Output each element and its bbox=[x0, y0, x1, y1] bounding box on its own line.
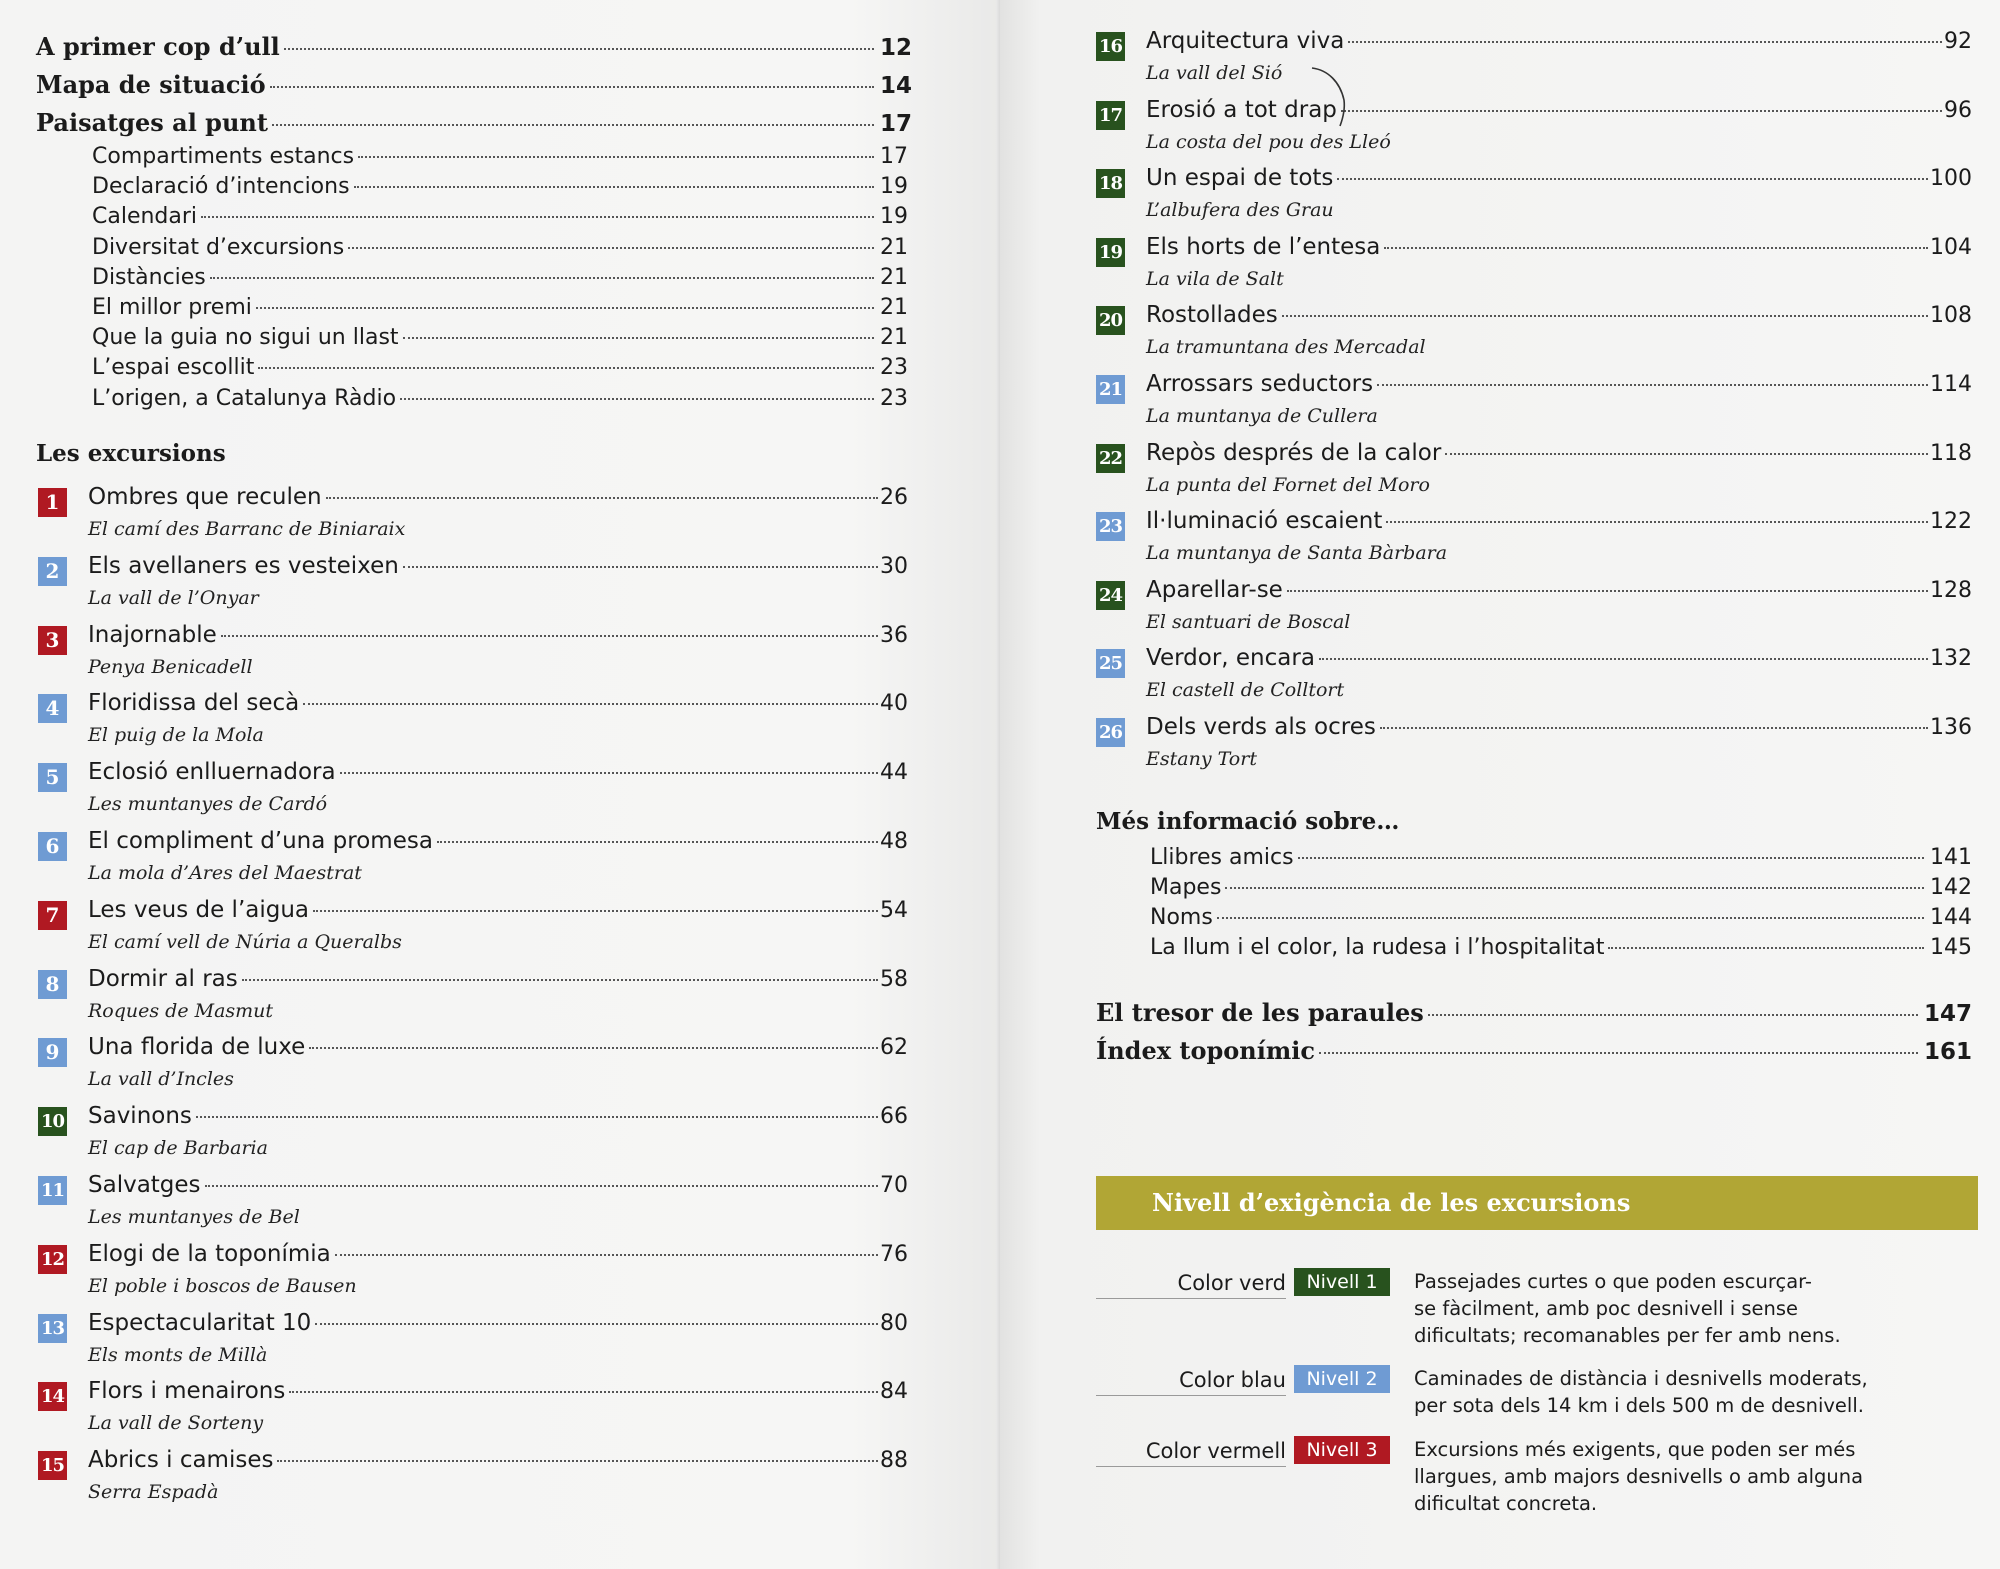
excursion-place: La vall d’Incles bbox=[88, 1068, 234, 1091]
excursion-number-badge: 22 bbox=[1096, 444, 1125, 473]
excursion-title-row bbox=[88, 1378, 908, 1404]
excursion-place: La muntanya de Cullera bbox=[1146, 405, 1378, 427]
excursion-title-row bbox=[88, 1103, 908, 1129]
excursion-place: El poble i boscos de Bausen bbox=[88, 1274, 357, 1297]
excursion-title: Repòs després de la calor bbox=[1146, 439, 1442, 466]
leader-dots bbox=[403, 337, 874, 339]
leader-dots bbox=[437, 841, 878, 843]
excursion-place: El santuari de Boscal bbox=[1146, 610, 1351, 633]
page-number: 145 bbox=[1930, 935, 1972, 960]
level-description-line: dificultats; recomanables per fer amb nens. bbox=[1414, 1324, 1841, 1347]
toc-title: Mapa de situació bbox=[36, 70, 266, 99]
excursion-title: Erosió a tot drap bbox=[1146, 96, 1337, 123]
excursion-number-badge: 11 bbox=[38, 1176, 67, 1205]
leader-dots bbox=[354, 186, 874, 188]
toc-subentry[interactable] bbox=[92, 265, 914, 290]
excursion-title-row bbox=[1146, 508, 1972, 534]
excursion-title: Dormir al ras bbox=[88, 965, 238, 992]
toc-title: L’espai escollit bbox=[92, 355, 255, 381]
excursion-number-badge: 15 bbox=[38, 1451, 67, 1480]
excursion-title: Ombres que reculen bbox=[88, 484, 322, 510]
page-number: 88 bbox=[880, 1448, 908, 1474]
excursion-number-badge: 20 bbox=[1096, 306, 1125, 335]
page-number: 26 bbox=[880, 485, 908, 510]
toc-title: Paisatges al punt bbox=[36, 108, 268, 137]
excursion-title: Espectacularitat 10 bbox=[88, 1309, 312, 1336]
toc-entry[interactable] bbox=[36, 32, 914, 61]
page-number: 23 bbox=[880, 385, 908, 411]
excursion-number-badge: 13 bbox=[38, 1314, 67, 1343]
excursion-number-badge: 17 bbox=[1096, 101, 1125, 130]
toc-entry[interactable] bbox=[1096, 998, 1972, 1027]
page-number: 100 bbox=[1930, 166, 1972, 192]
toc-subentry[interactable] bbox=[1150, 845, 1972, 870]
excursion-title-row bbox=[88, 828, 908, 854]
excursion-title: Els avellaners es vesteixen bbox=[88, 552, 399, 579]
leader-dots bbox=[205, 1185, 878, 1187]
level-description-line: dificultat concreta. bbox=[1414, 1492, 1598, 1515]
page-number: 21 bbox=[880, 264, 908, 290]
page-number: 122 bbox=[1930, 509, 1972, 535]
excursion-entry[interactable] bbox=[38, 484, 908, 544]
excursion-number-badge: 7 bbox=[38, 901, 67, 930]
excursion-title: Floridissa del secà bbox=[88, 690, 300, 717]
excursion-entry[interactable] bbox=[38, 1378, 908, 1438]
leader-dots bbox=[1282, 315, 1928, 317]
page-number: 132 bbox=[1930, 646, 1972, 672]
leader-dots bbox=[400, 398, 874, 400]
excursion-entry[interactable] bbox=[38, 1034, 908, 1094]
excursion-title-row bbox=[1146, 28, 1972, 54]
level-color-name: Color verd bbox=[1096, 1268, 1286, 1299]
toc-subentry[interactable] bbox=[1150, 875, 1972, 900]
excursion-place: Estany Tort bbox=[1146, 748, 1257, 770]
page-number: 30 bbox=[880, 553, 908, 579]
excursion-place: L’albufera des Grau bbox=[1146, 199, 1334, 222]
leader-dots bbox=[335, 1254, 878, 1256]
toc-title: Mapes bbox=[1150, 875, 1222, 900]
excursion-entry[interactable] bbox=[1096, 302, 1972, 362]
page-number: 40 bbox=[880, 691, 908, 717]
toc-entry[interactable] bbox=[36, 70, 914, 99]
excursion-place: Roques de Masmut bbox=[88, 999, 274, 1022]
leader-dots bbox=[340, 772, 878, 774]
excursion-entry[interactable] bbox=[38, 1172, 908, 1232]
page-number: 128 bbox=[1930, 577, 1972, 603]
page-number: 144 bbox=[1930, 905, 1972, 930]
page-number: 58 bbox=[880, 966, 908, 992]
leader-dots bbox=[270, 86, 874, 88]
page-number: 21 bbox=[880, 234, 908, 260]
excursion-place: El cap de Barbaria bbox=[88, 1137, 268, 1160]
excursion-title-row bbox=[88, 484, 908, 510]
excursion-number-badge: 19 bbox=[1096, 238, 1125, 267]
level-color-name: Color blau bbox=[1096, 1365, 1286, 1396]
toc-subentry[interactable] bbox=[92, 325, 914, 350]
leader-dots bbox=[303, 703, 878, 705]
leader-dots bbox=[221, 635, 878, 637]
page-number: 17 bbox=[880, 111, 913, 137]
excursion-title: Inajornable bbox=[88, 621, 217, 648]
difficulty-banner: Nivell d’exigència de les excursions bbox=[1096, 1176, 1978, 1230]
level-chip: Nivell 3 bbox=[1294, 1436, 1390, 1464]
excursion-title: Un espai de tots bbox=[1146, 165, 1334, 192]
excursion-number-badge: 25 bbox=[1096, 649, 1125, 678]
level-chip: Nivell 1 bbox=[1294, 1268, 1390, 1296]
excursion-place: La costa del pou des Lleó bbox=[1146, 130, 1391, 153]
excursion-title-row bbox=[1146, 577, 1972, 603]
excursion-number-badge: 3 bbox=[38, 626, 67, 655]
excursion-entry[interactable] bbox=[1096, 508, 1972, 568]
toc-entry[interactable] bbox=[36, 108, 914, 137]
excursion-title-row bbox=[88, 897, 908, 923]
excursion-title-row bbox=[88, 553, 908, 579]
excursion-entry[interactable] bbox=[38, 1310, 908, 1370]
leader-dots bbox=[277, 1460, 878, 1462]
excursion-title: Aparellar-se bbox=[1146, 576, 1283, 603]
excursion-place: El puig de la Mola bbox=[88, 724, 264, 747]
page-number: 161 bbox=[1923, 1039, 1972, 1065]
page-number: 62 bbox=[880, 1035, 908, 1061]
excursion-title: Elogi de la toponímia bbox=[88, 1240, 331, 1267]
level-description-line: Caminades de distància i desnivells moderats, bbox=[1414, 1367, 1868, 1390]
excursion-number-badge: 1 bbox=[38, 488, 67, 517]
leader-dots bbox=[289, 1391, 878, 1393]
excursion-entry[interactable] bbox=[1096, 645, 1972, 705]
leader-dots bbox=[196, 1116, 878, 1118]
leader-dots bbox=[358, 156, 874, 158]
excursion-title-row bbox=[88, 1172, 908, 1198]
excursion-entry[interactable] bbox=[38, 1447, 908, 1507]
excursion-number-badge: 18 bbox=[1096, 169, 1125, 198]
page-number: 136 bbox=[1930, 715, 1972, 740]
excursion-number-badge: 8 bbox=[38, 970, 67, 999]
excursion-title: Rostollades bbox=[1146, 302, 1278, 329]
excursion-title: Eclosió enlluernadora bbox=[88, 759, 336, 786]
excursion-entry[interactable] bbox=[38, 897, 908, 957]
leader-dots bbox=[1217, 917, 1924, 919]
toc-title: El millor premi bbox=[92, 295, 252, 320]
page-number: 21 bbox=[880, 325, 908, 351]
excursion-number-badge: 23 bbox=[1096, 512, 1125, 541]
excursion-title: Savinons bbox=[88, 1103, 192, 1130]
toc-subentry[interactable] bbox=[1150, 935, 1972, 960]
level-description bbox=[1414, 1436, 1874, 1517]
leader-dots bbox=[1348, 41, 1942, 43]
excursion-entry[interactable] bbox=[1096, 440, 1972, 500]
excursion-title-row bbox=[1146, 302, 1972, 328]
excursion-title-row bbox=[88, 1447, 908, 1473]
page-number: 44 bbox=[880, 760, 908, 786]
leader-dots bbox=[326, 497, 878, 499]
toc-title: L’origen, a Catalunya Ràdio bbox=[92, 385, 397, 411]
excursion-entry[interactable] bbox=[38, 759, 908, 819]
page-number: 17 bbox=[880, 144, 908, 169]
leader-dots bbox=[242, 979, 878, 981]
page-number: 104 bbox=[1930, 234, 1972, 260]
excursion-title: Les veus de l’aigua bbox=[88, 896, 310, 923]
toc-subentry[interactable] bbox=[92, 144, 914, 169]
leader-dots bbox=[313, 910, 878, 912]
toc-subentry[interactable] bbox=[92, 386, 914, 411]
leader-dots bbox=[1377, 384, 1928, 386]
excursion-title-row bbox=[88, 1034, 908, 1060]
excursion-entry[interactable] bbox=[1096, 97, 1972, 157]
toc-title: Calendari bbox=[92, 204, 198, 230]
excursion-place: El castell de Colltort bbox=[1146, 679, 1345, 702]
excursion-title-row bbox=[1146, 645, 1972, 671]
page-number: 92 bbox=[1944, 29, 1972, 54]
excursion-entry[interactable] bbox=[38, 1103, 908, 1163]
level-description-line: se fàcilment, amb poc desnivell i sense bbox=[1414, 1297, 1799, 1320]
page-number: 36 bbox=[880, 622, 908, 648]
excursion-number-badge: 26 bbox=[1096, 718, 1125, 747]
excursion-title: Una florida de luxe bbox=[88, 1034, 306, 1061]
excursion-place: La vall de Sorteny bbox=[88, 1412, 264, 1435]
level-description bbox=[1414, 1365, 1874, 1419]
page-number: 23 bbox=[880, 355, 908, 381]
excursion-title: Dels verds als ocres bbox=[1146, 714, 1376, 740]
excursion-title: Verdor, encara bbox=[1146, 645, 1315, 672]
toc-subentry[interactable] bbox=[92, 204, 914, 229]
page-number: 19 bbox=[880, 174, 908, 200]
page-number: 96 bbox=[1944, 97, 1972, 123]
excursion-title: Il·luminació escaient bbox=[1146, 508, 1383, 535]
excursion-place: La mola d’Ares del Maestrat bbox=[88, 862, 362, 884]
leader-dots bbox=[1225, 887, 1924, 889]
excursion-place: La punta del Fornet del Moro bbox=[1146, 473, 1430, 496]
more-info-heading: Més informació sobre… bbox=[1096, 808, 1400, 835]
excursion-number-badge: 5 bbox=[38, 763, 67, 792]
leader-dots bbox=[1608, 947, 1924, 949]
excursion-title: Els horts de l’entesa bbox=[1146, 233, 1381, 260]
excursion-place: Penya Benicadell bbox=[88, 655, 253, 678]
page-number: 48 bbox=[880, 829, 908, 854]
toc-title: Índex toponímic bbox=[1096, 1036, 1315, 1065]
page-number: 19 bbox=[880, 204, 908, 230]
excursion-title-row bbox=[88, 1310, 908, 1336]
excursion-title-row bbox=[88, 966, 908, 992]
toc-title: A primer cop d’ull bbox=[36, 32, 280, 61]
page-number: 66 bbox=[880, 1104, 908, 1130]
toc-title: Diversitat d’excursions bbox=[92, 234, 345, 260]
leader-dots bbox=[201, 216, 874, 218]
page-number: 54 bbox=[880, 897, 908, 923]
page-number: 147 bbox=[1923, 1001, 1972, 1027]
page-number: 12 bbox=[880, 35, 913, 61]
excursion-number-badge: 14 bbox=[38, 1382, 67, 1411]
page-number: 118 bbox=[1930, 440, 1972, 466]
leader-dots bbox=[403, 566, 878, 568]
excursion-place: El camí vell de Núria a Queralbs bbox=[88, 930, 402, 953]
excursion-number-badge: 16 bbox=[1096, 32, 1125, 61]
toc-title: Noms bbox=[1150, 905, 1213, 930]
excursion-number-badge: 4 bbox=[38, 694, 67, 723]
excursion-entry[interactable] bbox=[38, 966, 908, 1026]
toc-title: Que la guia no sigui un llast bbox=[92, 325, 399, 351]
excursion-place: La tramuntana des Mercadal bbox=[1146, 336, 1426, 359]
excursion-number-badge: 9 bbox=[38, 1038, 67, 1067]
excursion-title-row bbox=[1146, 714, 1972, 740]
excursion-title-row bbox=[1146, 165, 1972, 191]
excursion-entry[interactable] bbox=[1096, 577, 1972, 637]
page-number: 21 bbox=[880, 295, 908, 320]
page-number: 141 bbox=[1930, 845, 1972, 870]
leader-dots bbox=[210, 277, 874, 279]
excursion-place: La vila de Salt bbox=[1146, 267, 1284, 290]
leader-dots bbox=[284, 48, 874, 50]
excursion-entry[interactable] bbox=[1096, 714, 1972, 774]
excursion-title: Salvatges bbox=[88, 1172, 201, 1198]
leader-dots bbox=[1428, 1014, 1918, 1016]
leader-dots bbox=[256, 307, 874, 309]
pen-stroke-mark bbox=[1310, 60, 1350, 130]
leader-dots bbox=[1386, 521, 1928, 523]
excursion-place: Serra Espadà bbox=[88, 1481, 219, 1504]
excursion-entry[interactable] bbox=[1096, 165, 1972, 225]
toc-entry[interactable] bbox=[1096, 1036, 1972, 1065]
leader-dots bbox=[272, 124, 874, 126]
excursion-entry[interactable] bbox=[38, 622, 908, 682]
excursion-number-badge: 2 bbox=[38, 557, 67, 586]
toc-title: Compartiments estancs bbox=[92, 144, 355, 169]
excursion-place: El camí des Barranc de Biniaraix bbox=[88, 518, 406, 540]
toc-subentry[interactable] bbox=[92, 174, 914, 199]
excursion-place: La vall de l’Onyar bbox=[88, 586, 259, 609]
leader-dots bbox=[1341, 110, 1942, 112]
page-number: 114 bbox=[1930, 372, 1972, 397]
leader-dots bbox=[1337, 178, 1928, 180]
toc-title: Distàncies bbox=[92, 264, 206, 290]
excursion-number-badge: 6 bbox=[38, 832, 67, 861]
right-page bbox=[1000, 0, 2000, 1569]
level-description bbox=[1414, 1268, 1874, 1349]
excursion-entry[interactable] bbox=[1096, 234, 1972, 294]
page-number: 142 bbox=[1930, 875, 1972, 900]
excursion-title: Flors i menairons bbox=[88, 1378, 286, 1405]
leader-dots bbox=[348, 247, 874, 249]
excursion-place: Les muntanyes de Cardó bbox=[88, 793, 328, 816]
leader-dots bbox=[1380, 727, 1928, 729]
leader-dots bbox=[315, 1323, 878, 1325]
excursion-entry[interactable] bbox=[38, 1241, 908, 1301]
excursion-title-row bbox=[1146, 97, 1972, 123]
level-color-name: Color vermell bbox=[1096, 1436, 1286, 1467]
leader-dots bbox=[1319, 1052, 1918, 1054]
excursion-entry[interactable] bbox=[1096, 371, 1972, 431]
excursion-title: Abrics i camises bbox=[88, 1447, 274, 1474]
leader-dots bbox=[258, 367, 874, 369]
excursion-entry[interactable] bbox=[38, 553, 908, 613]
excursion-title-row bbox=[1146, 371, 1972, 397]
excursion-entry[interactable] bbox=[38, 690, 908, 750]
leader-dots bbox=[1319, 658, 1928, 660]
level-description-line: per sota dels 14 km i dels 500 m de desnivell. bbox=[1414, 1394, 1864, 1417]
excursion-title: El compliment d’una promesa bbox=[88, 828, 433, 854]
leader-dots bbox=[1287, 590, 1928, 592]
toc-title: La llum i el color, la rudesa i l’hospitalitat bbox=[1150, 935, 1605, 960]
level-chip: Nivell 2 bbox=[1294, 1365, 1390, 1393]
level-description-line: Passejades curtes o que poden escurçar- bbox=[1414, 1270, 1812, 1293]
leader-dots bbox=[1445, 453, 1928, 455]
page-number: 84 bbox=[880, 1379, 908, 1405]
excursion-title: Arrossars seductors bbox=[1146, 371, 1374, 397]
page-number: 14 bbox=[880, 73, 913, 99]
leader-dots bbox=[309, 1047, 878, 1049]
toc-title: Declaració d’intencions bbox=[92, 174, 350, 200]
level-description-line: Excursions més exigents, que poden ser més bbox=[1414, 1438, 1856, 1461]
excursion-place: La muntanya de Santa Bàrbara bbox=[1146, 542, 1448, 565]
excursion-number-badge: 24 bbox=[1096, 581, 1125, 610]
toc-subentry[interactable] bbox=[92, 355, 914, 380]
toc-title: El tresor de les paraules bbox=[1096, 998, 1424, 1027]
page-number: 76 bbox=[880, 1241, 908, 1267]
toc-subentry[interactable] bbox=[1150, 905, 1972, 930]
toc-title: Llibres amics bbox=[1150, 845, 1294, 870]
page-number: 80 bbox=[880, 1310, 908, 1336]
excursions-heading: Les excursions bbox=[36, 440, 226, 467]
excursion-title: Arquitectura viva bbox=[1146, 28, 1345, 54]
excursion-title-row bbox=[88, 690, 908, 716]
excursion-title-row bbox=[88, 622, 908, 648]
excursion-title-row bbox=[88, 759, 908, 785]
excursion-title-row bbox=[1146, 440, 1972, 466]
page-number: 70 bbox=[880, 1173, 908, 1198]
leader-dots bbox=[1298, 857, 1924, 859]
excursion-place: La vall del Sió bbox=[1146, 62, 1283, 84]
toc-subentry[interactable] bbox=[92, 235, 914, 260]
excursion-number-badge: 12 bbox=[38, 1245, 67, 1274]
excursion-title-row bbox=[88, 1241, 908, 1267]
level-description-line: llargues, amb majors desnivells o amb alguna bbox=[1414, 1465, 1864, 1488]
leader-dots bbox=[1384, 247, 1928, 249]
page-number: 108 bbox=[1930, 303, 1972, 329]
toc-subentry[interactable] bbox=[92, 295, 914, 320]
excursion-number-badge: 21 bbox=[1096, 375, 1125, 404]
excursion-number-badge: 10 bbox=[38, 1107, 67, 1136]
excursion-title-row bbox=[1146, 234, 1972, 260]
excursion-place: Les muntanyes de Bel bbox=[88, 1206, 300, 1228]
excursion-entry[interactable] bbox=[1096, 28, 1972, 88]
excursion-entry[interactable] bbox=[38, 828, 908, 888]
excursion-place: Els monts de Millà bbox=[88, 1343, 268, 1366]
